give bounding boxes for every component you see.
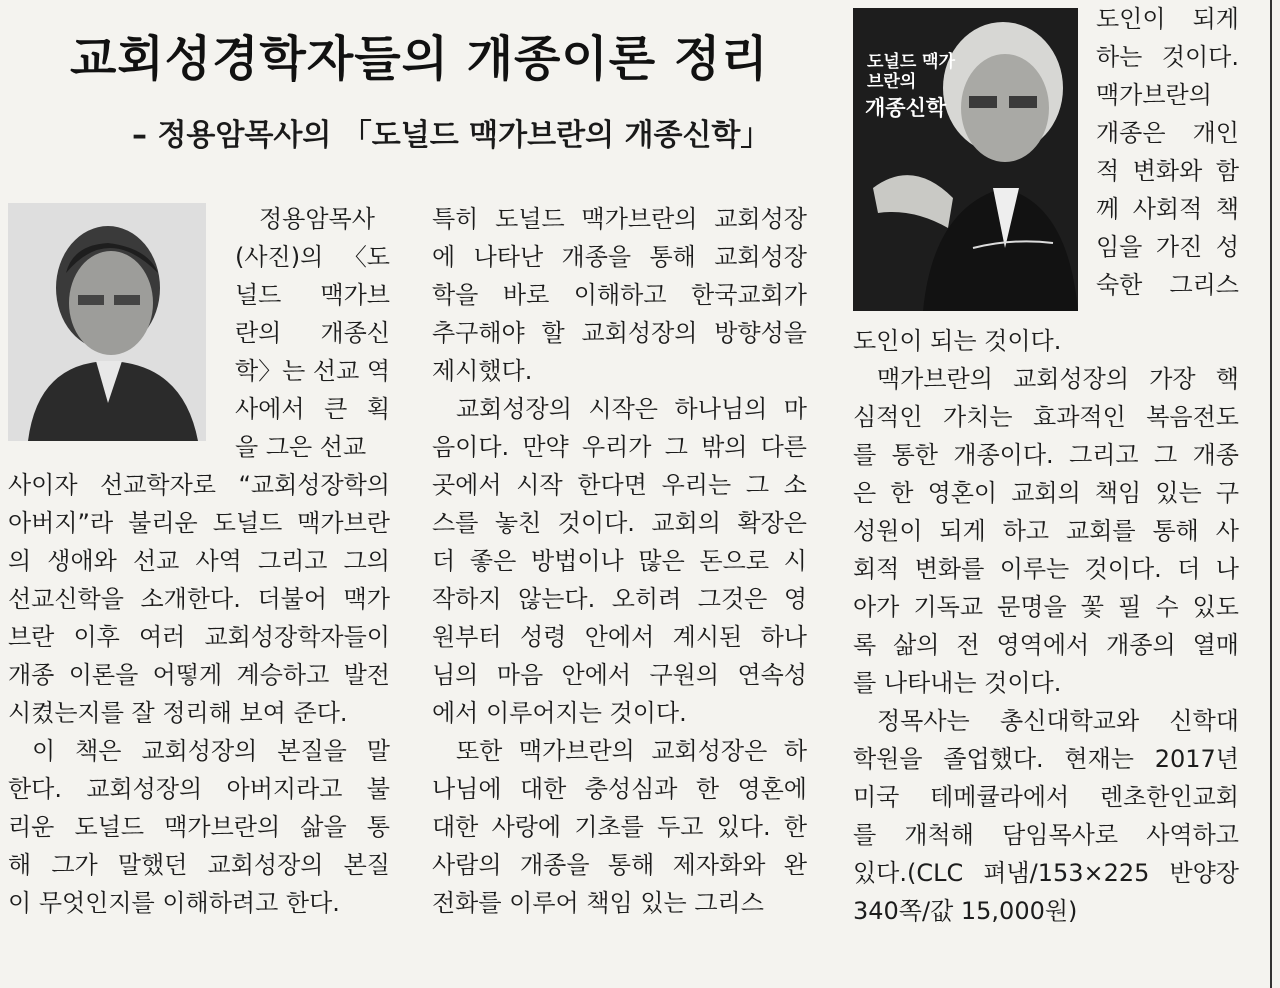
text-line: 미국 테메큘라에서 렌초한인교회 xyxy=(853,783,1239,811)
text-line: 께 사회적 책 xyxy=(1096,195,1239,223)
text-line: 특히 도널드 맥가브란의 교회성장 xyxy=(432,205,807,233)
text-line: 개종은 개인 xyxy=(1096,119,1239,147)
text-line: 임을 가진 성 xyxy=(1096,233,1239,261)
text-line: 해 그가 말했던 교회성장의 본질 xyxy=(8,851,390,879)
text-line: 의 생애와 선교 사역 그리고 그의 xyxy=(8,547,390,575)
text-line: 맥가브란의 xyxy=(1096,81,1212,109)
text-line: 교회성장의 시작은 하나님의 마 xyxy=(456,395,807,423)
text-line: 회적 변화를 이루는 것이다. 더 나 xyxy=(853,555,1239,583)
text-line: 이 무엇인지를 이해하려고 한다. xyxy=(8,889,340,917)
text-line: 학〉는 선교 역 xyxy=(235,357,390,385)
text-line: 아버지”라 불리운 도널드 맥가브란 xyxy=(8,509,390,537)
text-line: 정목사는 총신대학교와 신학대 xyxy=(877,707,1239,735)
author-portrait-image xyxy=(8,203,206,441)
text-line: 을 그은 선교 xyxy=(235,433,367,461)
text-line: 도인이 되는 것이다. xyxy=(853,327,1062,355)
text-line: 정용암목사 xyxy=(259,205,375,233)
text-line: 숙한 그리스 xyxy=(1096,271,1239,299)
text-line: 대한 사랑에 기초를 두고 있다. 한 xyxy=(432,813,807,841)
text-line: 사이자 선교학자로 “교회성장학의 xyxy=(8,471,390,499)
text-line: 적 변화와 함 xyxy=(1096,157,1239,185)
text-line: 아가 기독교 문명을 꽃 필 수 있도 xyxy=(853,593,1239,621)
text-line: 한다. 교회성장의 아버지라고 불 xyxy=(8,775,390,803)
author-photo xyxy=(8,203,206,441)
text-line: (사진)의 〈도 xyxy=(235,243,390,271)
text-line: 를 나타내는 것이다. xyxy=(853,669,1062,697)
text-line: 성원이 되게 하고 교회를 통해 사 xyxy=(853,517,1239,545)
text-line: 있다.(CLC 펴냄/153×225 반양장 xyxy=(853,859,1239,887)
text-line: 학을 바로 이해하고 한국교회가 xyxy=(432,281,807,309)
text-line: 브란 이후 여러 교회성장학자들이 xyxy=(8,623,390,651)
text-line: 곳에서 시작 한다면 우리는 그 소 xyxy=(432,471,807,499)
text-line: 를 통한 개종이다. 그리고 그 개종 xyxy=(853,441,1239,469)
cover-title-large: 개종신학 xyxy=(865,96,947,120)
text-line: 스를 놓친 것이다. 교회의 확장은 xyxy=(432,509,807,537)
text-line: 이 책은 교회성장의 본질을 말 xyxy=(32,737,390,765)
text-line: 은 한 영혼이 교회의 책임 있는 구 xyxy=(853,479,1239,507)
text-line: 음이다. 만약 우리가 그 밖의 다른 xyxy=(432,433,807,461)
text-line: 에 나타난 개종을 통해 교회성장 xyxy=(432,243,807,271)
text-line: 원부터 성령 안에서 계시된 하나 xyxy=(432,623,807,651)
text-line: 도인이 되게 xyxy=(1096,5,1239,33)
text-line: 전화를 이루어 책임 있는 그리스 xyxy=(432,889,764,917)
article-headline: 교회성경학자들의 개종이론 정리 xyxy=(70,31,769,87)
text-line: 나님에 대한 충성심과 한 영혼에 xyxy=(432,775,807,803)
text-line: 추구해야 할 교회성장의 방향성을 xyxy=(432,319,807,347)
cover-title-small: 도널드 맥가브란의 xyxy=(867,52,956,92)
article-subtitle: – 정용암목사의 「도널드 맥가브란의 개종신학」 xyxy=(132,118,771,153)
text-line: 리운 도널드 맥가브란의 삶을 통 xyxy=(8,813,390,841)
text-line: 란의 개종신 xyxy=(235,319,390,347)
text-line: 님의 마음 안에서 구원의 연속성 xyxy=(432,661,807,689)
text-line: 널드 맥가브 xyxy=(235,281,390,309)
text-line: 사람의 개종을 통해 제자화와 완 xyxy=(432,851,807,879)
text-line: 를 개척해 담임목사로 사역하고 xyxy=(853,821,1239,849)
text-line: 심적인 가치는 효과적인 복음전도 xyxy=(853,403,1239,431)
text-line: 작하지 않는다. 오히려 그것은 영 xyxy=(432,585,807,613)
text-line: 또한 맥가브란의 교회성장은 하 xyxy=(456,737,807,765)
text-line: 더 좋은 방법이나 많은 돈으로 시 xyxy=(432,547,807,575)
text-line: 시켰는지를 잘 정리해 보여 준다. xyxy=(8,699,348,727)
text-line: 록 삶의 전 영역에서 개종의 열매 xyxy=(853,631,1239,659)
page-edge-rule xyxy=(1270,0,1272,988)
text-line: 사에서 큰 획 xyxy=(235,395,390,423)
text-line: 에서 이루어지는 것이다. xyxy=(432,699,687,727)
text-line: 개종 이론을 어떻게 계승하고 발전 xyxy=(8,661,390,689)
text-line: 학원을 졸업했다. 현재는 2017년 xyxy=(853,745,1239,773)
text-line: 선교신학을 소개한다. 더불어 맥가 xyxy=(8,585,390,613)
text-line: 하는 것이다. xyxy=(1096,43,1239,71)
book-cover-image xyxy=(853,8,1078,311)
text-line: 맥가브란의 교회성장의 가장 핵 xyxy=(877,365,1239,393)
text-line: 제시했다. xyxy=(432,357,533,385)
text-line: 340쪽/값 15,000원) xyxy=(853,897,1078,925)
